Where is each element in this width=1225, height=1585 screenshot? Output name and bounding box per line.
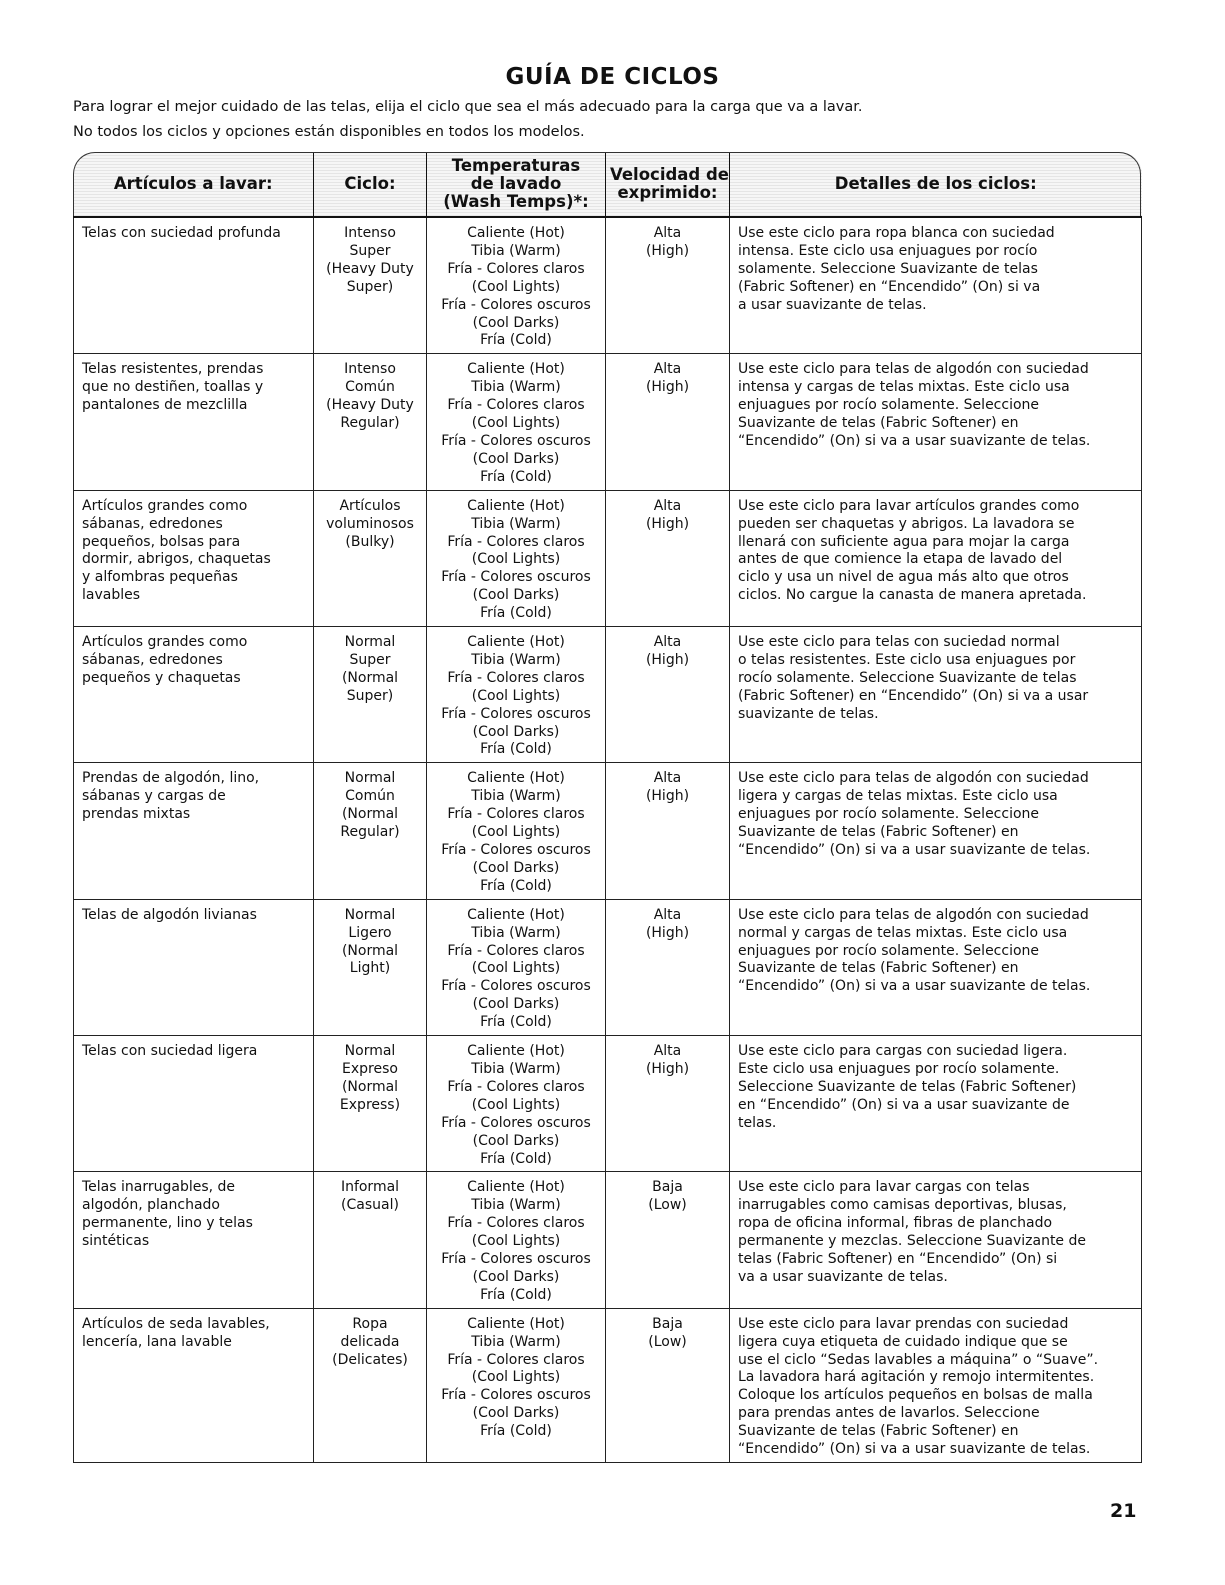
temperatures-line: Tibia (Warm)	[471, 651, 561, 668]
details-line: ciclo y usa un nivel de agua más alto que otros	[738, 569, 1069, 586]
temperatures-line: Fría (Cold)	[480, 1286, 552, 1303]
items-cell	[74, 1036, 314, 1172]
spin-speed-cell	[606, 354, 730, 490]
temperatures-line: Fría - Colores oscuros	[441, 1387, 591, 1404]
temperatures-line: Fría - Colores claros	[447, 1351, 585, 1368]
temperatures-cell	[427, 217, 606, 354]
spin-speed-line: (High)	[645, 788, 690, 805]
spin-speed-line: (High)	[645, 924, 690, 941]
details-line: enjuagues por rocío solamente. Seleccione	[738, 397, 1040, 414]
items-line: algodón, planchado	[82, 1197, 220, 1214]
temperatures-line: Fría - Colores oscuros	[441, 978, 591, 995]
spin-speed-line: Baja	[652, 1315, 683, 1332]
details-line: Este ciclo usa enjuagues por rocío solamente.	[738, 1060, 1060, 1077]
temperatures-line: (Cool Darks)	[472, 859, 560, 876]
details-line: llenará con suficiente agua para mojar la carga	[738, 533, 1070, 550]
details-line: a usar suavizante de telas.	[738, 296, 927, 313]
spin-speed-cell	[606, 1172, 730, 1308]
items-line: Prendas de algodón, lino,	[82, 770, 260, 787]
temperatures-cell	[427, 490, 606, 626]
details-cell	[730, 354, 1142, 490]
table-row	[74, 1308, 1142, 1462]
spin-speed-line: Baja	[652, 1179, 683, 1196]
details-line: Use este ciclo para lavar artículos grandes como	[738, 497, 1080, 514]
temperatures-line: Tibia (Warm)	[471, 379, 561, 396]
cycle-cell	[314, 354, 427, 490]
details-line: en “Encendido” (On) si va a usar suavizante de	[738, 1096, 1070, 1113]
details-line: suavizante de telas.	[738, 705, 879, 722]
spin-speed-line: (Low)	[648, 1333, 687, 1350]
temperatures-line: Caliente (Hot)	[467, 225, 565, 241]
header-temp-line: de lavado	[470, 174, 562, 193]
cycle-line: Super)	[346, 278, 394, 295]
cycle-guide-table	[73, 152, 1142, 1463]
cycle-cell	[314, 627, 427, 763]
details-cell	[730, 1036, 1142, 1172]
temperatures-line: (Cool Lights)	[471, 824, 561, 841]
header-speed-line: exprimido:	[617, 183, 718, 202]
spin-speed-cell	[606, 1308, 730, 1462]
spin-speed-line: (High)	[645, 1060, 690, 1077]
temperatures-line: Tibia (Warm)	[471, 515, 561, 532]
temperatures-line: (Cool Lights)	[471, 1233, 561, 1250]
temperatures-line: Fría - Colores claros	[447, 1078, 585, 1095]
details-line: ligera y cargas de telas mixtas. Este ciclo usa	[738, 788, 1058, 805]
cycle-line: (Bulky)	[345, 533, 395, 550]
page-number: 21	[1110, 1500, 1137, 1522]
cycle-line: (Normal	[341, 806, 399, 823]
details-line: Use este ciclo para telas de algodón con suciedad	[738, 906, 1089, 923]
details-line: “Encendido” (On) si va a usar suavizante de telas.	[738, 432, 1091, 449]
temperatures-line: Fría (Cold)	[480, 741, 552, 758]
spin-speed-line: Alta	[653, 634, 682, 651]
temperatures-line: (Cool Lights)	[471, 551, 561, 568]
details-line: enjuagues por rocío solamente. Seleccione	[738, 942, 1040, 959]
temperatures-line: (Cool Lights)	[471, 960, 561, 977]
items-cell	[74, 899, 314, 1035]
temperatures-cell	[427, 1036, 606, 1172]
temperatures-line: Tibia (Warm)	[471, 1333, 561, 1350]
items-line: Artículos grandes como	[82, 634, 248, 651]
temperatures-line: Tibia (Warm)	[471, 1060, 561, 1077]
cycle-line: Intenso	[344, 225, 396, 241]
details-line: Suavizante de telas (Fabric Softener) en	[738, 1423, 1019, 1440]
temperatures-line: Fría (Cold)	[480, 1423, 552, 1440]
spin-speed-line: Alta	[653, 770, 682, 787]
spin-speed-line: Alta	[653, 497, 682, 514]
header-cycle: Ciclo:	[314, 152, 427, 217]
intro-line-1: Para lograr el mejor cuidado de las telas, elija el ciclo que sea el más adecuado para la carga que va a lavar.	[73, 99, 863, 115]
items-line: pequeños, bolsas para	[82, 533, 241, 550]
cycle-line: Regular)	[340, 415, 400, 432]
intro-line-2: No todos los ciclos y opciones están disponibles en todos los modelos.	[73, 124, 585, 140]
cycle-line: Regular)	[340, 824, 400, 841]
temperatures-line: Tibia (Warm)	[471, 242, 561, 259]
temperatures-line: Fría (Cold)	[480, 877, 552, 894]
spin-speed-line: (Low)	[648, 1197, 687, 1214]
table-row	[74, 217, 1142, 354]
temperatures-line: Caliente (Hot)	[467, 361, 565, 378]
details-line: va a usar suavizante de telas.	[738, 1268, 948, 1285]
items-line: dormir, abrigos, chaquetas	[82, 551, 271, 568]
details-line: (Fabric Softener) en “Encendido” (On) si va	[738, 278, 1041, 295]
details-line: “Encendido” (On) si va a usar suavizante de telas.	[738, 1441, 1091, 1458]
spin-speed-line: (High)	[645, 242, 690, 259]
temperatures-line: (Cool Lights)	[471, 278, 561, 295]
temperatures-line: Caliente (Hot)	[467, 497, 565, 514]
items-line: Telas de algodón livianas	[82, 906, 257, 923]
items-line: sábanas y cargas de	[82, 788, 226, 805]
details-line: para prendas antes de lavarlos. Seleccione	[738, 1405, 1040, 1422]
temperatures-line: Tibia (Warm)	[471, 924, 561, 941]
temperatures-cell	[427, 899, 606, 1035]
cycle-line: (Heavy Duty	[326, 397, 414, 414]
header-temp-line: (Wash Temps)*:	[443, 192, 589, 211]
header-items: Artículos a lavar:	[74, 152, 314, 217]
cycle-line: (Casual)	[341, 1197, 399, 1214]
temperatures-line: Fría - Colores claros	[447, 669, 585, 686]
items-line: Artículos grandes como	[82, 497, 248, 514]
cycle-line: (Normal	[341, 942, 399, 959]
temperatures-line: Fría (Cold)	[480, 468, 552, 485]
temperatures-line: Fría (Cold)	[480, 1150, 552, 1167]
details-line: “Encendido” (On) si va a usar suavizante de telas.	[738, 842, 1091, 858]
temperatures-cell	[427, 1172, 606, 1308]
cycle-cell	[314, 763, 427, 899]
items-line: lencería, lana lavable	[82, 1333, 232, 1350]
table-row	[74, 1036, 1142, 1172]
details-line: solamente. Seleccione Suavizante de telas	[738, 260, 1038, 277]
details-line: “Encendido” (On) si va a usar suavizante de telas.	[738, 978, 1091, 995]
cycle-cell	[314, 1172, 427, 1308]
cycle-line: Normal	[344, 634, 396, 651]
temperatures-line: (Cool Lights)	[471, 687, 561, 704]
details-cell	[730, 490, 1142, 626]
details-line: intensa. Este ciclo usa enjuagues por rocío	[738, 242, 1038, 259]
cycle-line: Normal	[344, 906, 396, 923]
temperatures-cell	[427, 354, 606, 490]
temperatures-line: Fría (Cold)	[480, 332, 552, 349]
items-line: Telas inarrugables, de	[82, 1179, 236, 1196]
table-row	[74, 1172, 1142, 1308]
temperatures-cell	[427, 627, 606, 763]
items-line: lavables	[82, 587, 141, 604]
header-spin-speed	[606, 152, 730, 217]
cycle-line: Ligero	[348, 924, 392, 941]
items-cell	[74, 1172, 314, 1308]
items-line: Telas con suciedad profunda	[82, 225, 281, 241]
temperatures-line: (Cool Darks)	[472, 996, 560, 1013]
temperatures-line: (Cool Darks)	[472, 1405, 560, 1422]
items-cell	[74, 1308, 314, 1462]
items-line: pantalones de mezclilla	[82, 397, 248, 414]
spin-speed-line: Alta	[653, 1043, 682, 1060]
table-row	[74, 627, 1142, 763]
cycle-line: Normal	[344, 1043, 396, 1060]
cycle-line: (Normal	[341, 669, 399, 686]
items-line: permanente, lino y telas	[82, 1215, 253, 1232]
temperatures-line: Fría (Cold)	[480, 605, 552, 622]
temperatures-line: Fría - Colores oscuros	[441, 296, 591, 313]
details-line: Use este ciclo para lavar prendas con suciedad	[738, 1315, 1069, 1332]
cycle-line: Ropa	[352, 1315, 388, 1332]
details-line: telas.	[738, 1114, 777, 1131]
temperatures-line: Caliente (Hot)	[467, 1043, 565, 1060]
details-line: Suavizante de telas (Fabric Softener) en	[738, 960, 1019, 977]
details-line: Use este ciclo para telas con suciedad normal	[738, 634, 1060, 651]
items-cell	[74, 763, 314, 899]
details-line: Coloque los artículos pequeños en bolsas de malla	[738, 1387, 1093, 1404]
details-line: Use este ciclo para lavar cargas con telas	[738, 1179, 1030, 1196]
header-details: Detalles de los ciclos:	[730, 152, 1142, 217]
items-line: prendas mixtas	[82, 806, 191, 823]
items-line: pequeños y chaquetas	[82, 669, 241, 686]
cycle-cell	[314, 1308, 427, 1462]
temperatures-line: (Cool Lights)	[471, 415, 561, 432]
details-line: ropa de oficina informal, fibras de planchado	[738, 1215, 1053, 1232]
spin-speed-line: Alta	[653, 361, 682, 378]
items-cell	[74, 627, 314, 763]
details-line: Use este ciclo para telas de algodón con suciedad	[738, 361, 1089, 378]
temperatures-line: Fría - Colores oscuros	[441, 705, 591, 722]
temperatures-line: Fría (Cold)	[480, 1014, 552, 1031]
details-line: Use este ciclo para cargas con suciedad ligera.	[738, 1043, 1068, 1060]
cycle-line: (Normal	[341, 1078, 399, 1095]
items-line: que no destiñen, toallas y	[82, 379, 264, 396]
items-cell	[74, 354, 314, 490]
details-line: use el ciclo “Sedas lavables a máquina” o “Suave”.	[738, 1351, 1099, 1368]
details-cell	[730, 1172, 1142, 1308]
cycle-line: Común	[345, 788, 395, 805]
table-row	[74, 354, 1142, 490]
items-line: Telas con suciedad ligera	[82, 1043, 258, 1060]
items-line: sintéticas	[82, 1233, 150, 1250]
page-title: GUÍA DE CICLOS	[505, 64, 720, 90]
details-line: ciclos. No cargue la canasta de manera apretada.	[738, 587, 1087, 604]
details-cell	[730, 627, 1142, 763]
cycle-line: Artículos	[339, 497, 401, 514]
temperatures-line: Tibia (Warm)	[471, 1197, 561, 1214]
details-line: Suavizante de telas (Fabric Softener) en	[738, 415, 1019, 432]
table-row	[74, 763, 1142, 899]
details-line: permanente y mezclas. Seleccione Suavizante de	[738, 1233, 1086, 1250]
temperatures-line: (Cool Darks)	[472, 587, 560, 604]
temperatures-cell	[427, 1308, 606, 1462]
temperatures-line: (Cool Lights)	[471, 1369, 561, 1386]
details-line: o telas resistentes. Este ciclo usa enjuagues por	[738, 651, 1076, 668]
table-header-row	[74, 152, 1142, 217]
temperatures-line: (Cool Darks)	[472, 450, 560, 467]
details-cell	[730, 1308, 1142, 1462]
spin-speed-cell	[606, 490, 730, 626]
spin-speed-cell	[606, 1036, 730, 1172]
details-line: Use este ciclo para telas de algodón con suciedad	[738, 770, 1089, 787]
table-row	[74, 490, 1142, 626]
temperatures-line: Fría - Colores oscuros	[441, 1114, 591, 1131]
cycle-line: delicada	[340, 1333, 400, 1350]
spin-speed-line: Alta	[653, 906, 682, 923]
details-line: intensa y cargas de telas mixtas. Este ciclo usa	[738, 379, 1070, 396]
cycle-cell	[314, 899, 427, 1035]
spin-speed-line: Alta	[653, 225, 682, 241]
items-line: Telas resistentes, prendas	[82, 361, 264, 378]
details-line: antes de que comience la etapa de lavado del	[738, 551, 1063, 568]
temperatures-line: Fría - Colores oscuros	[441, 842, 591, 858]
items-cell	[74, 217, 314, 354]
spin-speed-cell	[606, 763, 730, 899]
cycle-cell	[314, 217, 427, 354]
cycle-line: Super	[349, 242, 391, 259]
header-speed-line: Velocidad de	[610, 165, 729, 184]
cycle-line: (Heavy Duty	[326, 260, 414, 277]
cycle-line: Normal	[344, 770, 396, 787]
cycle-line: Super)	[346, 687, 394, 704]
temperatures-line: Fría - Colores oscuros	[441, 569, 591, 586]
temperatures-line: Caliente (Hot)	[467, 1179, 565, 1196]
spin-speed-line: (High)	[645, 379, 690, 396]
temperatures-line: Fría - Colores claros	[447, 397, 585, 414]
spin-speed-cell	[606, 627, 730, 763]
temperatures-line: Fría - Colores claros	[447, 1215, 585, 1232]
cycle-line: Informal	[340, 1179, 400, 1196]
details-line: enjuagues por rocío solamente. Seleccione	[738, 806, 1040, 823]
temperatures-line: Fría - Colores oscuros	[441, 1251, 591, 1268]
details-line: Seleccione Suavizante de telas (Fabric Softener)	[738, 1078, 1077, 1095]
items-line: y alfombras pequeñas	[82, 569, 238, 586]
details-line: Use este ciclo para ropa blanca con suciedad	[738, 225, 1055, 241]
details-line: (Fabric Softener) en “Encendido” (On) si va a usar	[738, 687, 1089, 704]
spin-speed-cell	[606, 217, 730, 354]
spin-speed-line: (High)	[645, 651, 690, 668]
cycle-line: Expreso	[342, 1060, 398, 1077]
table-body	[74, 217, 1142, 1463]
header-temp-line: Temperaturas	[451, 156, 581, 175]
temperatures-line: (Cool Lights)	[471, 1096, 561, 1113]
details-line: telas (Fabric Softener) en “Encendido” (On) si	[738, 1251, 1058, 1268]
items-cell	[74, 490, 314, 626]
temperatures-line: (Cool Darks)	[472, 1268, 560, 1285]
details-cell	[730, 217, 1142, 354]
details-line: inarrugables como camisas deportivas, blusas,	[738, 1197, 1067, 1214]
details-cell	[730, 899, 1142, 1035]
temperatures-line: Fría - Colores claros	[447, 942, 585, 959]
temperatures-line: Fría - Colores claros	[447, 260, 585, 277]
temperatures-cell	[427, 763, 606, 899]
temperatures-line: (Cool Darks)	[472, 723, 560, 740]
header-temperatures	[427, 152, 606, 217]
temperatures-line: Caliente (Hot)	[467, 1315, 565, 1332]
cycle-line: voluminosos	[326, 515, 414, 532]
cycle-line: Light)	[349, 960, 391, 977]
cycle-line: Intenso	[344, 361, 396, 378]
temperatures-line: Fría - Colores claros	[447, 533, 585, 550]
temperatures-line: Caliente (Hot)	[467, 634, 565, 651]
details-cell	[730, 763, 1142, 899]
temperatures-line: Caliente (Hot)	[467, 906, 565, 923]
table-row	[74, 899, 1142, 1035]
details-line: rocío solamente. Seleccione Suavizante de telas	[738, 669, 1077, 686]
details-line: normal y cargas de telas mixtas. Este ciclo usa	[738, 924, 1068, 941]
temperatures-line: (Cool Darks)	[472, 1132, 560, 1149]
details-line: pueden ser chaquetas y abrigos. La lavadora se	[738, 515, 1075, 532]
temperatures-line: Fría - Colores claros	[447, 806, 585, 823]
items-line: sábanas, edredones	[82, 515, 223, 532]
items-line: sábanas, edredones	[82, 651, 223, 668]
temperatures-line: Caliente (Hot)	[467, 770, 565, 787]
cycle-line: (Delicates)	[332, 1351, 408, 1368]
cycle-cell	[314, 490, 427, 626]
details-line: Suavizante de telas (Fabric Softener) en	[738, 824, 1019, 841]
temperatures-line: Fría - Colores oscuros	[441, 432, 591, 449]
cycle-cell	[314, 1036, 427, 1172]
temperatures-line: Tibia (Warm)	[471, 788, 561, 805]
cycle-line: Super	[349, 651, 391, 668]
details-line: ligera cuya etiqueta de cuidado indique que se	[738, 1333, 1068, 1350]
spin-speed-line: (High)	[645, 515, 690, 532]
details-line: La lavadora hará agitación y remojo intermitentes.	[738, 1369, 1095, 1386]
spin-speed-cell	[606, 899, 730, 1035]
cycle-line: Express)	[339, 1096, 401, 1113]
items-line: Artículos de seda lavables,	[82, 1315, 270, 1332]
cycle-line: Común	[345, 379, 395, 396]
temperatures-line: (Cool Darks)	[472, 314, 560, 331]
